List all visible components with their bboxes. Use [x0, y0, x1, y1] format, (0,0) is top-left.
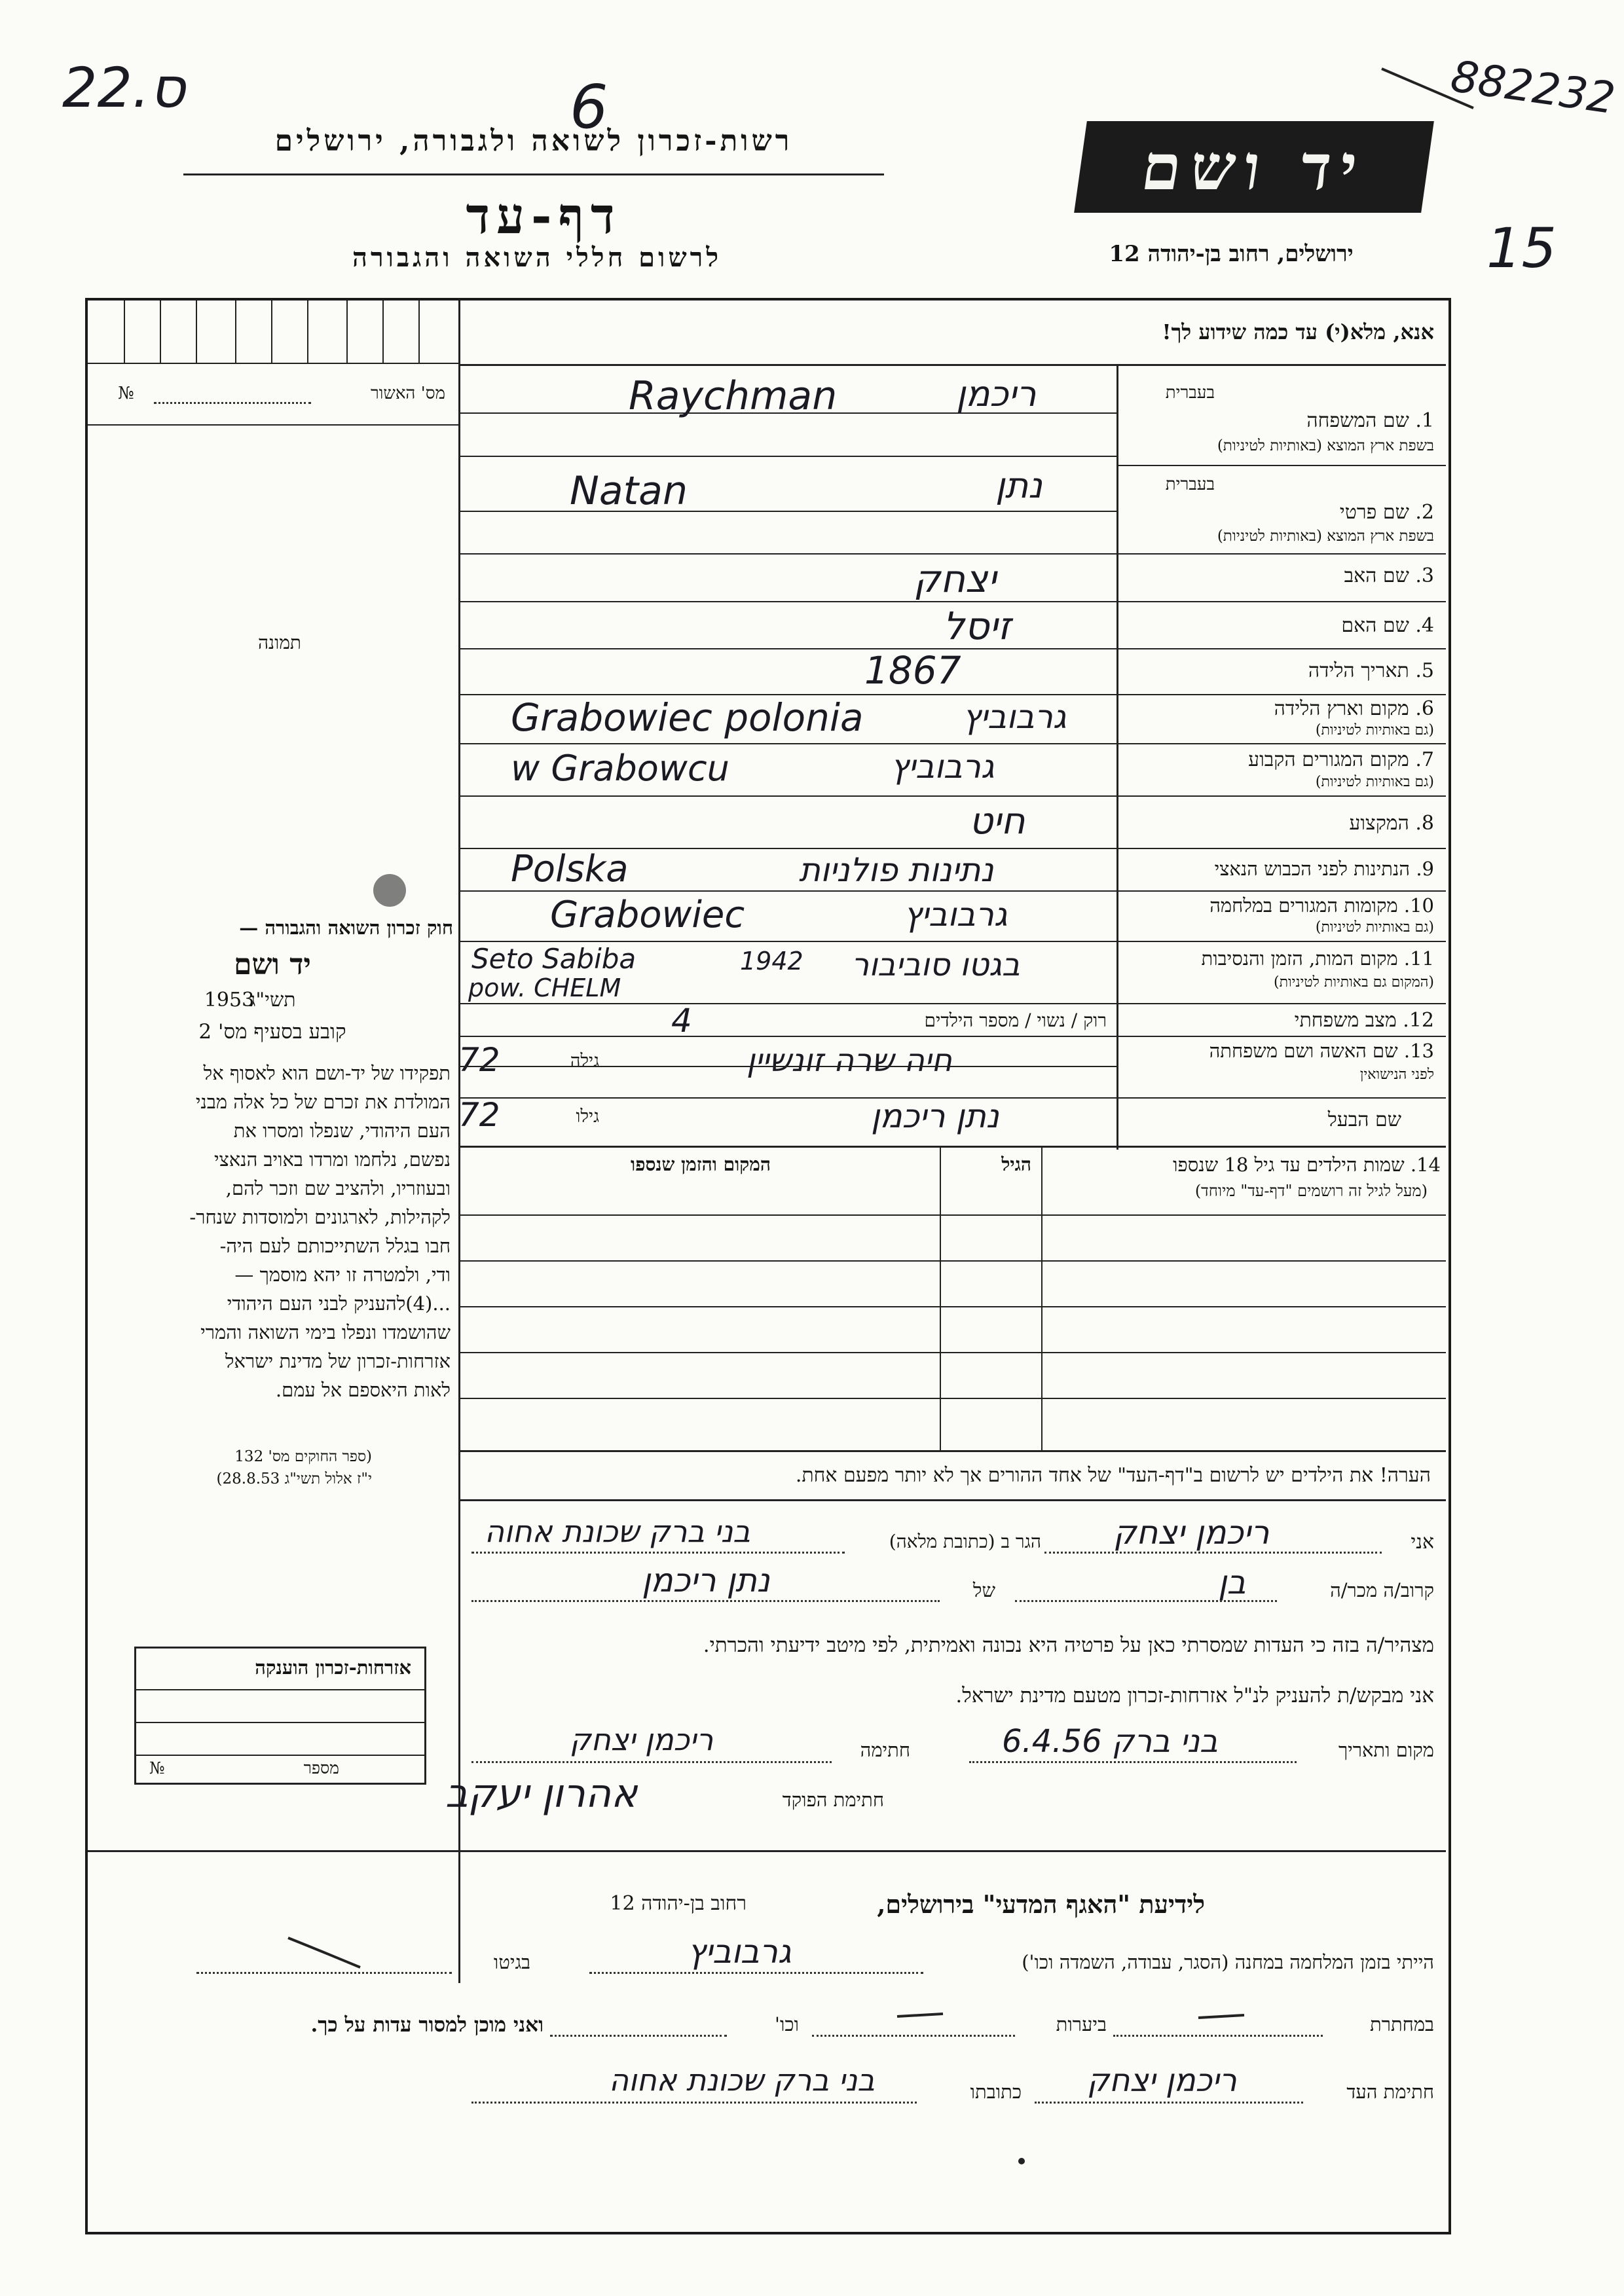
field-2-hebrew-tag: בעברית	[1165, 475, 1215, 494]
corner-note-center: 6	[570, 72, 608, 142]
field-line	[458, 511, 1116, 512]
husband-value: נתן ריכמן	[871, 1097, 999, 1135]
corner-arrow-mark	[1375, 59, 1480, 118]
declaration-text: מצהיר/ה בזה כי העדות שמסרתי כאן על פרטיה היא נכונה ואמיתית, לפי מיטב ידיעתי והכרתי.	[703, 1633, 1434, 1657]
field-2-hebrew-value: נתן	[995, 465, 1043, 506]
row-line	[458, 1036, 1446, 1037]
field-11-label: 11. מקום המות, הזמן והנסיבות	[1201, 947, 1434, 970]
approval-number-line	[154, 402, 311, 404]
field-10-hebrew-value: גרבוביץ	[904, 896, 1008, 934]
row-line	[458, 743, 1446, 744]
field-1-hebrew-value: ריכמן	[956, 373, 1037, 414]
row-line	[458, 941, 1446, 942]
footer-address: רחוב בן-יהודה 12	[610, 1892, 747, 1915]
field-9-label: 9. הנתינות לפני הכבוש הנאצי	[1214, 858, 1434, 880]
field-13-value: חיה שרה זונשיין	[747, 1042, 952, 1079]
corner-note-right-mark: 15	[1486, 216, 1557, 280]
citizenship-box-number-label: מספר	[303, 1758, 339, 1777]
law-text-line: חבו בגלל השתייכותם לעם היה-	[219, 1235, 451, 1257]
field-9-latin-value: Polska	[511, 848, 629, 890]
field-10-label: 10. מקומות המגורים במלחמה	[1209, 894, 1434, 917]
photo-label: תמונה	[257, 632, 301, 653]
law-text-line: ...(4)להעניק לבני העם היהודי	[227, 1292, 451, 1315]
field-11-latin-value-1: Seto Sabiba	[471, 943, 637, 975]
field-line	[458, 553, 1116, 555]
stub-divider	[88, 424, 458, 426]
field-5-label: 5. תאריך הלידה	[1308, 659, 1434, 682]
row-line	[458, 1146, 1446, 1148]
stray-dot	[1018, 2158, 1025, 2164]
remark: הערה! את הילדים יש לרשום ב"דף-העד" של אחד ההורים אך לא יותר מפעם אחת.	[795, 1464, 1431, 1487]
footer-line	[471, 2102, 917, 2104]
field-10-latin-value: Grabowiec	[550, 894, 745, 936]
field-14-sub: (מעל לגיל זה רושמים "דף-עד" מיוחד)	[1194, 1182, 1428, 1200]
footer-ghetto-dash	[282, 1931, 367, 1977]
declaration-line	[471, 1552, 845, 1554]
law-clause: קובע בסעיף מס' 2	[198, 1020, 346, 1044]
husband-label: שם הבעל	[1327, 1108, 1401, 1131]
footer-underground-dash	[1192, 2003, 1251, 2030]
children-row-line	[458, 1214, 1446, 1216]
citizenship-box	[134, 1647, 426, 1785]
field-4-label: 4. שם האם	[1341, 614, 1434, 637]
declaration-line	[471, 1761, 832, 1763]
field-5-value: 1867	[864, 648, 961, 693]
row-line	[458, 890, 1446, 892]
declaration-i-value: ריכמן יצחק	[1113, 1514, 1270, 1552]
corner-note-left: 22.ס	[62, 56, 186, 120]
law-year: 1953	[204, 989, 255, 1011]
citizenship-box-title: אזרחות-זכרון הוענקה	[255, 1656, 411, 1679]
field-6-hebrew-value: גרבוביץ	[963, 698, 1067, 736]
footer-forest-label: ביערות	[1056, 2013, 1107, 2035]
witness-signature-label: חתימת העד	[1346, 2081, 1434, 2103]
field-11-hebrew-value: בגטו סוביבור	[851, 947, 1020, 983]
field-2-label: 2. שם פרטי	[1339, 501, 1434, 524]
logo-text: יד ושם	[1137, 130, 1371, 204]
footer-etc-label: וכו'	[775, 2013, 799, 2035]
field-7-latin-value: w Grabowcu	[511, 748, 729, 789]
field-3-label: 3. שם האב	[1344, 564, 1434, 587]
law-text-line: העם היהודי, שנפלו ומסרו את	[233, 1120, 451, 1142]
field-2-latin-value: Natan	[570, 468, 688, 514]
law-text-line: ודי, ולמטרה זו יהא מוסמך —	[234, 1264, 451, 1286]
form-subtitle: לרשום חללי השואה והגבורה	[352, 242, 722, 273]
footer-line	[1035, 2102, 1303, 2104]
children-row-line	[458, 1398, 1446, 1399]
signature-value: ריכמן יצחק	[570, 1722, 714, 1757]
field-6-latin-value: Grabowiec polonia	[511, 695, 864, 740]
field-7-sub: (גם באותיות לטיניות)	[1315, 774, 1434, 790]
officer-signature-value: אהרון יעקב	[445, 1771, 638, 1817]
declaration-line	[471, 1600, 940, 1602]
declaration-line	[1015, 1600, 1277, 1602]
field-10-sub: (גם באותיות לטיניות)	[1315, 919, 1434, 936]
row-line	[458, 1003, 1446, 1004]
place-date-label: מקום ותאריך	[1338, 1739, 1434, 1761]
law-text-line: לאות היאספם אל עמם.	[275, 1379, 451, 1401]
footer-ready-text: ואני מוכן למסור עדות על כך.	[310, 2013, 544, 2037]
law-text-line: תפקידו של יד-ושם הוא לאסוף אל	[203, 1062, 451, 1084]
field-line	[458, 1066, 1116, 1067]
law-title: חוק זכרון השואה והגבורה —	[239, 917, 453, 939]
law-reference-1: (ספר החוקים מס' 132	[234, 1448, 372, 1465]
instruction: אנא, מלא(י) עד כמה שידוע לך!	[1162, 319, 1434, 344]
children-row-line	[458, 1306, 1446, 1307]
declaration-resides-label: הגר ב (כתובת מלאה)	[889, 1531, 1041, 1552]
witness-address-value: בני ברק שכונת אחוה	[609, 2062, 875, 2098]
footer-line	[812, 2035, 1015, 2037]
law-text-line: נפשם, נלחמו ומרדו באויב הנאצי	[213, 1148, 451, 1171]
citizenship-box-number-mark: №	[149, 1758, 165, 1777]
corner-note-right-number: 882232	[1447, 50, 1619, 124]
declaration-i-label: אני	[1411, 1531, 1434, 1554]
authority-name: רשות-זכרון לשואה ולגבורה, ירושלים	[274, 124, 793, 158]
declaration-relative-label: קרוב/ה מכר/ה	[1330, 1579, 1434, 1601]
declaration-relative-value: בן	[1218, 1563, 1246, 1601]
footer-divider	[88, 1850, 1446, 1852]
declaration-line	[1044, 1552, 1382, 1554]
field-7-label: 7. מקום המגורים הקבוע	[1248, 748, 1434, 771]
field-12-options: רוק / נשוי / מספר הילדים	[924, 1010, 1107, 1031]
footer-ghetto-label: בגיטו	[493, 1951, 530, 1973]
children-col-divider	[1041, 1146, 1043, 1450]
place-date-value: בני ברק 6.4.56	[1002, 1723, 1218, 1760]
field-13-sub: לפני הנישואין	[1359, 1066, 1434, 1083]
footer-line	[196, 1972, 452, 1974]
field-6-label: 6. מקום וארץ הלידה	[1274, 697, 1434, 720]
field-1-sub: בשפת ארץ המוצא (באותיות לטיניות)	[1217, 437, 1434, 454]
footer-camp-label: הייתי בזמן המלחמה במחנה (הסגר, עבודה, השמדה וכו')	[1022, 1951, 1434, 1973]
law-text-line: לקהילות, לארגונים ולמוסדות שנחר-	[189, 1206, 451, 1228]
law-text-line: המולדת את זכרם של כל אלה מבני	[195, 1091, 451, 1113]
field-13-age: 72	[458, 1041, 500, 1079]
officer-signature-label: חתימת הפוקד	[782, 1789, 884, 1811]
law-text-line: ובעוזריו, ולהציב שם וזכר להם,	[225, 1177, 451, 1199]
field-1-label: 1. שם המשפחה	[1306, 409, 1434, 432]
field-7-hebrew-value: גרבוביץ	[891, 748, 995, 786]
law-text-line: שהושמדו ונפלו בימי השואה והמרי	[200, 1321, 451, 1343]
field-12-marked-count: 4	[671, 1002, 692, 1040]
declaration-of-label: של	[972, 1579, 995, 1601]
form-title: דף-עד	[466, 187, 621, 245]
footer-line	[550, 2035, 727, 2037]
address-line: ירושלים, רחוב בן-יהודה 12	[1109, 241, 1354, 267]
field-4-value: זיסל	[943, 604, 1011, 648]
children-row-line	[458, 1450, 1446, 1452]
field-12-label: 12. מצב משפחתי	[1294, 1009, 1434, 1032]
law-name: יד ושם	[234, 948, 311, 981]
footer-forest-dash	[891, 2002, 950, 2028]
field-2-sub: בשפת ארץ המוצא (באותיות לטיניות)	[1217, 528, 1434, 545]
law-reference-2: י"ז אלול תשי"ג 28.8.53)	[216, 1470, 372, 1487]
instruction-divider	[458, 364, 1446, 366]
children-col-age: הגיל	[1001, 1154, 1031, 1175]
approval-number-mark: №	[118, 384, 134, 403]
declaration-of-value: נתן ריכמן	[642, 1561, 770, 1599]
witness-address-label: כתובתו	[970, 2081, 1022, 2103]
stub-boxes	[88, 301, 458, 363]
husband-age-label: גילו	[576, 1106, 599, 1127]
husband-age: 72	[458, 1096, 500, 1134]
authority-underline	[183, 173, 884, 175]
footer-underground-label: במחתרת	[1370, 2013, 1434, 2035]
footer-title: לידיעת "האגף המדעי" בירושלים,	[877, 1889, 1205, 1919]
field-13-label: 13. שם האשה ושם משפחתה	[1209, 1040, 1434, 1062]
field-11-latin-value-2: pow. CHELM	[468, 974, 621, 1002]
logo-block	[1074, 121, 1434, 213]
field-6-sub: (גם באותיות לטיניות)	[1315, 722, 1434, 738]
ink-blot	[373, 874, 406, 907]
field-11-year: 1942	[740, 947, 803, 975]
footer-camp-value: גרבוביץ	[688, 1933, 792, 1971]
field-1-hebrew-tag: בעברית	[1165, 383, 1215, 403]
field-line	[458, 456, 1116, 457]
field-1-latin-value: Raychman	[629, 373, 838, 419]
children-col-divider	[940, 1146, 941, 1450]
law-text-line: אזרחות-זכרון של מדינת ישראל	[225, 1350, 451, 1372]
field-8-label: 8. המקצוע	[1349, 812, 1434, 835]
row-line	[458, 795, 1446, 797]
children-col-place: המקום והזמן שנספו	[631, 1154, 771, 1175]
approval-number-label: מס' האשור	[370, 384, 445, 403]
children-row-line	[458, 1352, 1446, 1353]
field-8-value: חיט	[969, 800, 1025, 843]
row-line	[1116, 465, 1446, 466]
footer-line	[1113, 2035, 1323, 2037]
remark-divider	[458, 1499, 1446, 1501]
declaration-resides-value: בני ברק שכונת אחוה	[485, 1514, 750, 1549]
field-14-label: 14. שמות הילדים עד גיל 18 שנספו	[1173, 1154, 1441, 1176]
label-column-divider	[1116, 364, 1118, 1150]
declaration-line	[969, 1761, 1297, 1763]
field-13-age-label: גילה	[570, 1051, 599, 1071]
witness-signature-value: ריכמן יצחק	[1087, 2062, 1237, 2099]
signature-label: חתימה	[860, 1739, 910, 1761]
children-row-line	[458, 1260, 1446, 1262]
declaration-request: אני מבקש/ת להעניק לנ"ל אזרחות-זכרון מטעם מדינת ישראל.	[955, 1684, 1434, 1707]
field-11-sub: (המקום גם באותיות לטיניות)	[1274, 974, 1434, 991]
footer-line	[589, 1972, 923, 1974]
field-9-hebrew-value: נתינות פולניות	[799, 851, 994, 889]
row-line	[1116, 553, 1446, 555]
field-3-value: יצחק	[913, 556, 997, 601]
row-line	[458, 601, 1446, 602]
law-year-hebrew: תשי"ג	[249, 989, 296, 1011]
